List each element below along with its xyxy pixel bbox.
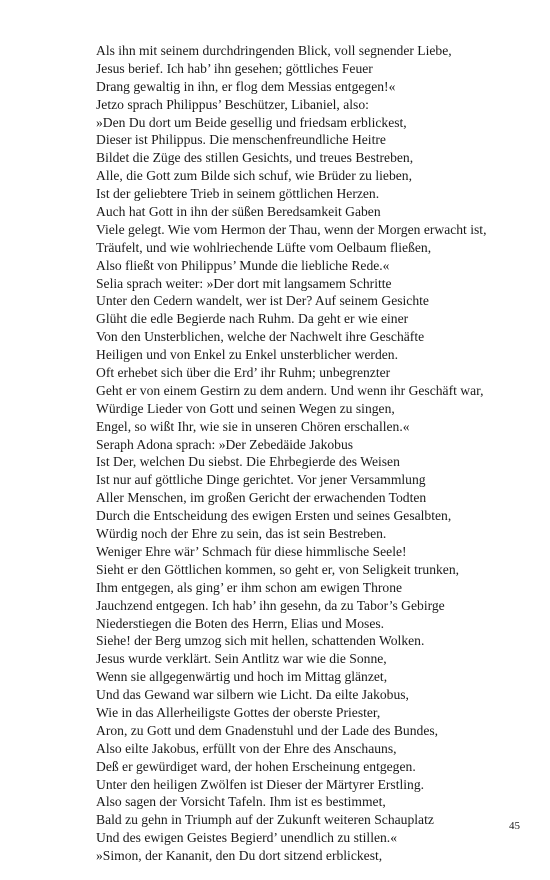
text-line: Ist Der, welchen Du siebst. Die Ehrbegierde des Weisen xyxy=(96,454,400,470)
text-line: Aller Menschen, im großen Gericht der erwachenden Todten xyxy=(96,490,427,506)
page-number: 45 xyxy=(509,820,520,832)
text-line: Jesus wurde verklärt. Sein Antlitz war wie die Sonne, xyxy=(96,651,387,667)
text-line: Auch hat Gott in ihn der süßen Beredsamkeit Gaben xyxy=(96,204,381,220)
text-line: Glüht die edle Begierde nach Ruhm. Da geht er wie einer xyxy=(96,311,409,327)
poem-text xyxy=(96,42,536,865)
text-line: Also sagen der Vorsicht Tafeln. Ihm ist es bestimmet, xyxy=(96,794,386,810)
text-line: Geht er von einem Gestirn zu dem andern. Und wenn ihr Geschäft war, xyxy=(96,382,484,398)
text-line: Selia sprach weiter: »Der dort mit langsamem Schritte xyxy=(96,275,392,291)
text-line: Also fließt von Philippus’ Munde die liebliche Rede.« xyxy=(96,257,390,273)
text-line: Sieht er den Göttlichen kommen, so geht er, von Seligkeit trunken, xyxy=(96,561,460,577)
text-line: Wenn sie allgegenwärtig und hoch im Mittag glänzet, xyxy=(96,669,388,685)
text-line: Weniger Ehre wär’ Schmach für diese himmlische Seele! xyxy=(96,543,407,559)
text-line: Oft erhebet sich über die Erd’ ihr Ruhm; unbegrenzter xyxy=(96,365,391,381)
text-line: Träufelt, und wie wohlriechende Lüfte vom Oelbaum fließen, xyxy=(96,239,432,255)
text-line: Niederstiegen die Boten des Herrn, Elias und Moses. xyxy=(96,615,385,631)
text-line: Drang gewaltig in ihn, er flog dem Messias entgegen!« xyxy=(96,78,396,94)
text-line: Also eilte Jakobus, erfüllt von der Ehre des Anschauns, xyxy=(96,740,397,756)
text-line: »Simon, der Kananit, den Du dort sitzend erblickest, xyxy=(96,848,383,864)
text-line: Unter den Cedern wandelt, wer ist Der? Auf seinem Gesichte xyxy=(96,293,429,309)
text-line: Als ihn mit seinem durchdringenden Blick, voll segnender Liebe, xyxy=(96,43,452,58)
text-line: Siehe! der Berg umzog sich mit hellen, schattenden Wolken. xyxy=(96,633,425,649)
text-line: Wie in das Allerheiligste Gottes der oberste Priester, xyxy=(96,704,381,720)
text-line: Würdig noch der Ehre zu sein, das ist sein Bestreben. xyxy=(96,526,387,542)
text-line: Und des ewigen Geistes Begierd’ unendlich zu stillen.« xyxy=(96,830,398,846)
text-line: Heiligen und von Enkel zu Enkel unsterblicher werden. xyxy=(96,347,398,363)
text-line: Aron, zu Gott und dem Gnadenstuhl und der Lade des Bundes, xyxy=(96,722,439,738)
text-line: Ihm entgegen, als ging’ er ihm schon am ewigen Throne xyxy=(96,579,403,595)
text-line: Deß er gewürdiget ward, der hohen Erscheinung entgegen. xyxy=(96,758,416,774)
text-line: Viele gelegt. Wie vom Hermon der Thau, wenn der Morgen erwacht ist, xyxy=(96,221,487,237)
text-line: Alle, die Gott zum Bilde sich schuf, wie Brüder zu lieben, xyxy=(96,168,412,184)
text-line: Dieser ist Philippus. Die menschenfreundliche Heitre xyxy=(96,132,386,148)
text-line: Jauchzend entgegen. Ich hab’ ihn gesehn, da zu Tabor’s Gebirge xyxy=(96,597,445,613)
text-line: Würdige Lieder von Gott und seinen Wegen zu singen, xyxy=(96,400,395,416)
text-line: Und das Gewand war silbern wie Licht. Da eilte Jakobus, xyxy=(96,687,409,703)
text-line: Unter den heiligen Zwölfen ist Dieser der Märtyrer Erstling. xyxy=(96,776,425,792)
text-line: Bald zu gehn in Triumph auf der Zukunft weiteren Schauplatz xyxy=(96,812,434,828)
text-line: Von den Unsterblichen, welche der Nachwelt ihre Geschäfte xyxy=(96,329,425,345)
text-line: Seraph Adona sprach: »Der Zebedäide Jakobus xyxy=(96,436,354,452)
text-line: »Den Du dort um Beide gesellig und friedsam erblickest, xyxy=(96,114,407,130)
text-line: Bildet die Züge des stillen Gesichts, und treues Bestreben, xyxy=(96,150,414,166)
text-line: Jetzo sprach Philippus’ Beschützer, Libaniel, also: xyxy=(96,96,369,112)
text-line: Jesus berief. Ich hab’ ihn gesehen; göttliches Feuer xyxy=(96,60,373,76)
text-line: Ist der geliebtere Trieb in seinem göttlichen Herzen. xyxy=(96,186,380,202)
text-line: Ist nur auf göttliche Dinge gerichtet. Vor jener Versammlung xyxy=(96,472,426,488)
text-line: Engel, so wißt Ihr, wie sie in unseren Chören erschallen.« xyxy=(96,418,410,434)
text-line: Durch die Entscheidung des ewigen Ersten und seines Gesalbten, xyxy=(96,508,452,524)
